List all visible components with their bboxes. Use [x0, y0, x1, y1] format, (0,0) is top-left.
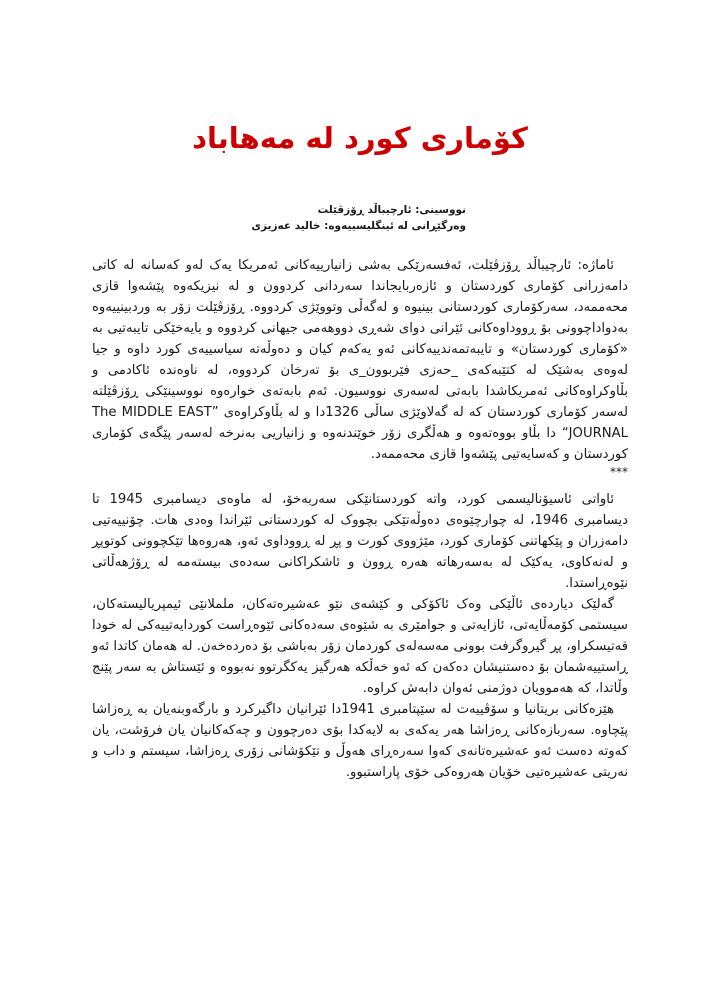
body-paragraph-3: هێزەکانی بریتانیا و سۆڤییەت لە سێپتامبری 1941دا ئێرانیان داگیرکرد و بارگەوبنەیان بە ڕەزاشا پێچاوە. سەربازەکانی ڕەزاشا هەر یەکەی بە لایەکدا بۆی دەرچوون و چەکەکانیان یان فرۆشت، یان کەوتە دەست ئەو عەشیرەتانەی کەوا سەرەڕای هەوڵ و تێکۆشانی زۆری ڕەزاشا، سیستم و داب و نەریتی عەشیرەتیی خۆیان هەروەکی خۆی پاراستبوو.	[92, 702, 628, 780]
document-title: کۆماری کورد لە مەهاباد	[192, 121, 528, 155]
body-paragraph-2: گەلێک دیاردەی ئاڵێکی وەک ئاکۆکی و کێشەی نێو عەشیرەتەکان، ململانێی ئیمپریالیستەکان، سیستمی کۆمەڵایەتی، ئازایەتی و جوامێری بە شێوەی سەدەکانی ئێوەڕاست کوردایەتییەکی لە خودا قەتیسکراو، پڕ گیروگرفت بوونی مەسەلەی کوردمان زۆر بەباشی بۆ دەردەخەن. لە هەمان کاتدا ئەو ڕاستییەشمان بۆ دەستنیشان دەکەن کە ئەو خەڵکە هەرگیز یەکگرتوو نەبووە و ئێستاش بە سەر پێنج وڵاتدا، کە هەموویان دوژمنی ئەوان دابەش کراوە.	[92, 597, 628, 696]
body-text	[92, 255, 628, 783]
intro-paragraph: ئاماژە: ئارچیباڵد ڕۆزڤێلت، ئەفسەرێکی بەشی زانیارییەکانی ئەمریکا یەک لەو کەسانە لە کاتی دامەزرانی کۆماری کوردستان و ئازەربایجاندا سەردانی کردوون و لە نیزیکەوە پێشەوا قازی محەممەد، سەرکۆماری کوردستانی بینیوە و لەگەڵی وتووێژی کردووە. ڕۆزڤێلت زۆر بە وردبینییەوە بەدواداچوونی بۆ ڕووداوەکانی ئێرانی دوای شەڕی دووهەمی جیهانی کردووە و بایەخێکی تایبەتیی بە «کۆماری کوردستان» و تایبەتمەندییەکانی ئەو یەکەم کیان و دەوڵەتە سیاسییەی کورد داوە و جیا لەوەی بەشێک لە کتێبەکەی _حەزی فێربوون_ی بۆ تەرخان کردووە، لە ناوەندە ئاکادمی و بڵاوکراوەکانی ئەمریکاشدا بابەتی لەسەری نووسیون. ئەم بابەتەی خوارەوە نووسینێکی ڕۆزڤێلتە لەسەر کۆماری کوردستان کە لە گەلاوێژی ساڵی 1326دا و لە بڵاوکراوەی ”The MIDDLE EAST JOURNAL“ دا بڵاو بووەتەوە و هەڵگری زۆر خوێندنەوە و زانیاریی بەنرخە لەسەر پێگەی کۆماری کوردستان و کەسایەتیی پێشەوا قازی محەممەد.	[92, 258, 628, 462]
byline	[92, 202, 628, 234]
body-paragraph-1: ئاواتی ئاسیۆنالیسمی کورد، واتە کوردستانێکی سەربەخۆ، لە ماوەی دیسامبری 1945 تا دیسامبری 1946، لە چوارچێوەی دەوڵەتێکی بچووک لە کوردستانی ئێراندا وەدی هات. چۆنییەتیی دامەزران و پێکهاتنی کۆماری کورد، مێژووی کورت و پڕ لە ڕووداوی ئەو، هەروەها تێکچوونی کوتوپڕ و لەنەکاوی، یەکێک لە بەسەرهاتە هەرە ڕوون و ئاشکراکانی سەدەی بیستەمە لە ڕۆژهەڵاتی نێوەڕاستدا.	[92, 492, 628, 591]
author-line: نووسینی: ئارچیباڵد ڕۆزڤێلت	[317, 204, 466, 216]
section-separator: ***	[610, 465, 628, 479]
translator-line: وەرگێڕانی لە ئینگلیسییەوە: خالید عەزیزی	[251, 220, 466, 232]
